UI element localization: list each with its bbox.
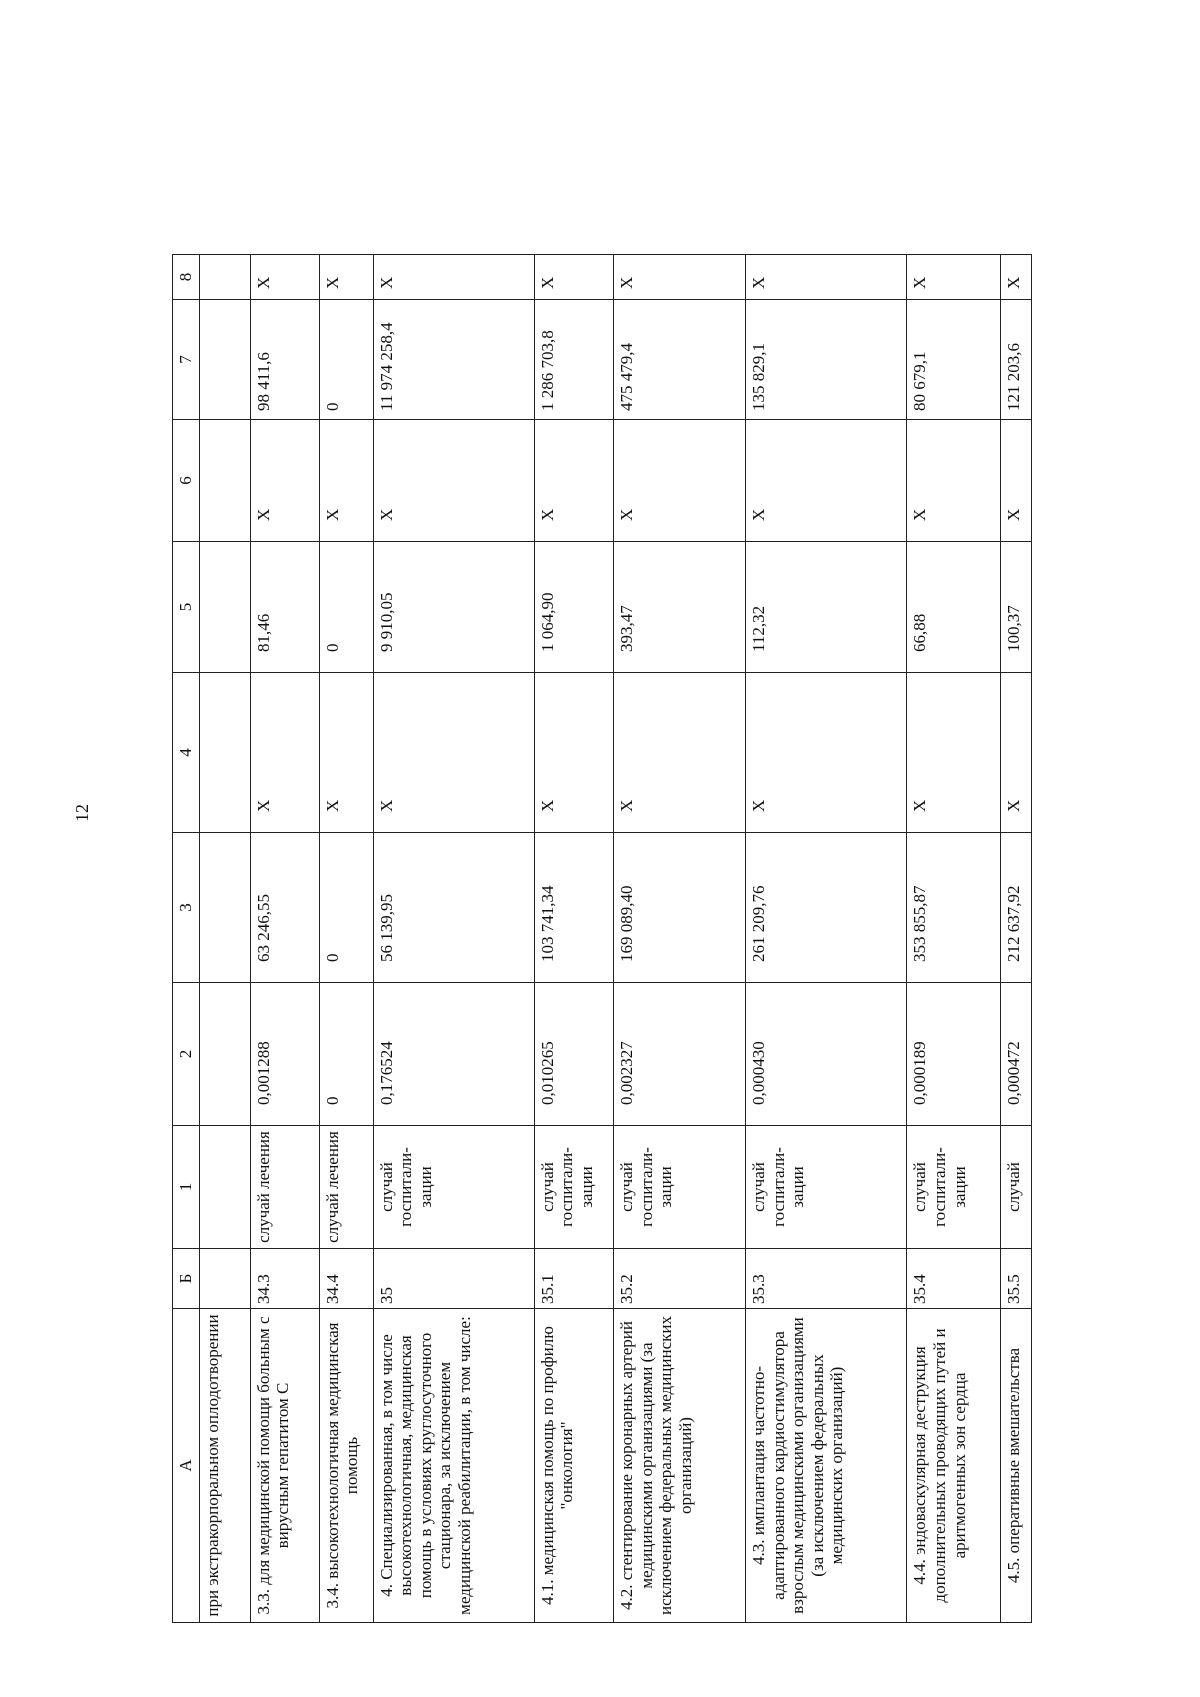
value-cell: 112,32 bbox=[746, 542, 907, 673]
value-cell: 0,176524 bbox=[373, 983, 534, 1126]
value-cell: X bbox=[614, 255, 746, 300]
value-cell bbox=[199, 833, 250, 983]
value-cell: 0 bbox=[319, 833, 373, 983]
value-cell: X bbox=[907, 420, 1000, 542]
financing-table bbox=[172, 254, 1032, 1623]
value-cell: 121 203,6 bbox=[1000, 300, 1031, 420]
value-cell: 103 741,34 bbox=[534, 833, 613, 983]
value-cell: 0 bbox=[319, 983, 373, 1126]
row-code-cell: 35.5 bbox=[1000, 1249, 1031, 1309]
value-cell: 98 411,6 bbox=[250, 300, 319, 420]
value-cell: X bbox=[614, 673, 746, 833]
value-cell: X bbox=[250, 255, 319, 300]
value-cell bbox=[199, 255, 250, 300]
value-cell: X bbox=[250, 673, 319, 833]
value-cell: 1 064,90 bbox=[534, 542, 613, 673]
row-code-cell: 34.4 bbox=[319, 1249, 373, 1309]
value-cell: 63 246,55 bbox=[250, 833, 319, 983]
table-row bbox=[534, 255, 613, 1623]
value-cell: 0,000189 bbox=[907, 983, 1000, 1126]
value-cell: 0 bbox=[319, 300, 373, 420]
value-cell: 66,88 bbox=[907, 542, 1000, 673]
column-header: 2 bbox=[173, 983, 200, 1126]
value-cell: X bbox=[373, 673, 534, 833]
unit-cell: случай лечения bbox=[319, 1126, 373, 1249]
value-cell: 56 139,95 bbox=[373, 833, 534, 983]
unit-cell: случай лечения bbox=[250, 1126, 319, 1249]
unit-cell: случай госпитали-зации bbox=[373, 1126, 534, 1249]
value-cell: 100,37 bbox=[1000, 542, 1031, 673]
value-cell: 1 286 703,8 bbox=[534, 300, 613, 420]
column-header: 1 bbox=[173, 1126, 200, 1249]
value-cell: X bbox=[373, 420, 534, 542]
table-row bbox=[746, 255, 907, 1623]
row-code-cell: 35.1 bbox=[534, 1249, 613, 1309]
value-cell: X bbox=[534, 420, 613, 542]
row-name-cell: при экстракорпоральном оплодотворении bbox=[199, 1309, 250, 1623]
row-code-cell: 34.3 bbox=[250, 1249, 319, 1309]
row-name-cell: 3.4. высокотехнологичная медицинская помощь bbox=[319, 1309, 373, 1623]
page-number: 12 bbox=[72, 804, 92, 822]
column-header: 6 bbox=[173, 420, 200, 542]
value-cell: X bbox=[746, 255, 907, 300]
value-cell: X bbox=[746, 673, 907, 833]
row-name-cell: 4.4. эндоваскулярная деструкция дополнительных проводящих путей и аритмогенных зон сердца bbox=[907, 1309, 1000, 1623]
row-name-cell: 4.2. стентирование коронарных артерий медицинскими организациями (за исключением федеральных медицинских организаций) bbox=[614, 1309, 746, 1623]
value-cell: X bbox=[907, 673, 1000, 833]
row-name-cell: 4.3. имплантация частотно-адаптированного кардиостимулятора взрослым медицинскими организациями (за исключением федеральных медицинских организаций) bbox=[746, 1309, 907, 1623]
column-header: 8 bbox=[173, 255, 200, 300]
row-code-cell: 35.3 bbox=[746, 1249, 907, 1309]
value-cell: 9 910,05 bbox=[373, 542, 534, 673]
value-cell: 393,47 bbox=[614, 542, 746, 673]
value-cell: 81,46 bbox=[250, 542, 319, 673]
column-header: 7 bbox=[173, 300, 200, 420]
unit-cell: случай bbox=[1000, 1126, 1031, 1249]
value-cell: X bbox=[614, 420, 746, 542]
value-cell: 0,000430 bbox=[746, 983, 907, 1126]
value-cell bbox=[199, 542, 250, 673]
unit-cell: случай госпитали-зации bbox=[907, 1126, 1000, 1249]
value-cell: 0,000472 bbox=[1000, 983, 1031, 1126]
value-cell: X bbox=[1000, 420, 1031, 542]
table-row bbox=[1000, 255, 1031, 1623]
value-cell: 0,001288 bbox=[250, 983, 319, 1126]
value-cell: X bbox=[373, 255, 534, 300]
unit-cell: случай госпитали-зации bbox=[614, 1126, 746, 1249]
table-row bbox=[373, 255, 534, 1623]
row-code-cell: 35 bbox=[373, 1249, 534, 1309]
column-header: А bbox=[173, 1309, 200, 1623]
value-cell: X bbox=[746, 420, 907, 542]
value-cell: 353 855,87 bbox=[907, 833, 1000, 983]
value-cell: X bbox=[319, 255, 373, 300]
unit-cell bbox=[199, 1126, 250, 1249]
value-cell: 0,010265 bbox=[534, 983, 613, 1126]
column-header: Б bbox=[173, 1249, 200, 1309]
value-cell: 475 479,4 bbox=[614, 300, 746, 420]
value-cell: X bbox=[1000, 673, 1031, 833]
row-name-cell: 4.1. медицинская помощь по профилю "онкология" bbox=[534, 1309, 613, 1623]
document-sheet bbox=[172, 255, 1032, 1623]
row-code-cell: 35.2 bbox=[614, 1249, 746, 1309]
value-cell bbox=[199, 673, 250, 833]
value-cell: X bbox=[319, 420, 373, 542]
table-row bbox=[614, 255, 746, 1623]
value-cell: X bbox=[1000, 255, 1031, 300]
value-cell: X bbox=[250, 420, 319, 542]
header-row bbox=[173, 255, 200, 1623]
row-code-cell: 35.4 bbox=[907, 1249, 1000, 1309]
row-name-cell: 4. Специализированная, в том числе высокотехнологичная, медицинская помощь в условиях круглосуточного стационара, за исключением медицинской реабилитации, в том числе: bbox=[373, 1309, 534, 1623]
table-row bbox=[907, 255, 1000, 1623]
value-cell: 80 679,1 bbox=[907, 300, 1000, 420]
value-cell: X bbox=[907, 255, 1000, 300]
table-row bbox=[319, 255, 373, 1623]
column-header: 3 bbox=[173, 833, 200, 983]
value-cell: 0,002327 bbox=[614, 983, 746, 1126]
column-header: 5 bbox=[173, 542, 200, 673]
value-cell bbox=[199, 300, 250, 420]
value-cell: 0 bbox=[319, 542, 373, 673]
row-name-cell: 3.3. для медицинской помощи больным с вирусным гепатитом С bbox=[250, 1309, 319, 1623]
value-cell: 169 089,40 bbox=[614, 833, 746, 983]
value-cell: X bbox=[534, 255, 613, 300]
value-cell bbox=[199, 983, 250, 1126]
value-cell: X bbox=[319, 673, 373, 833]
value-cell: 11 974 258,4 bbox=[373, 300, 534, 420]
value-cell: 261 209,76 bbox=[746, 833, 907, 983]
row-code-cell bbox=[199, 1249, 250, 1309]
table-row bbox=[199, 255, 250, 1623]
value-cell bbox=[199, 420, 250, 542]
value-cell: 212 637,92 bbox=[1000, 833, 1031, 983]
unit-cell: случай госпитали-зации bbox=[746, 1126, 907, 1249]
table-row bbox=[250, 255, 319, 1623]
column-header: 4 bbox=[173, 673, 200, 833]
row-name-cell: 4.5. оперативные вмешательства bbox=[1000, 1309, 1031, 1623]
value-cell: X bbox=[534, 673, 613, 833]
unit-cell: случай госпитали-зации bbox=[534, 1126, 613, 1249]
value-cell: 135 829,1 bbox=[746, 300, 907, 420]
